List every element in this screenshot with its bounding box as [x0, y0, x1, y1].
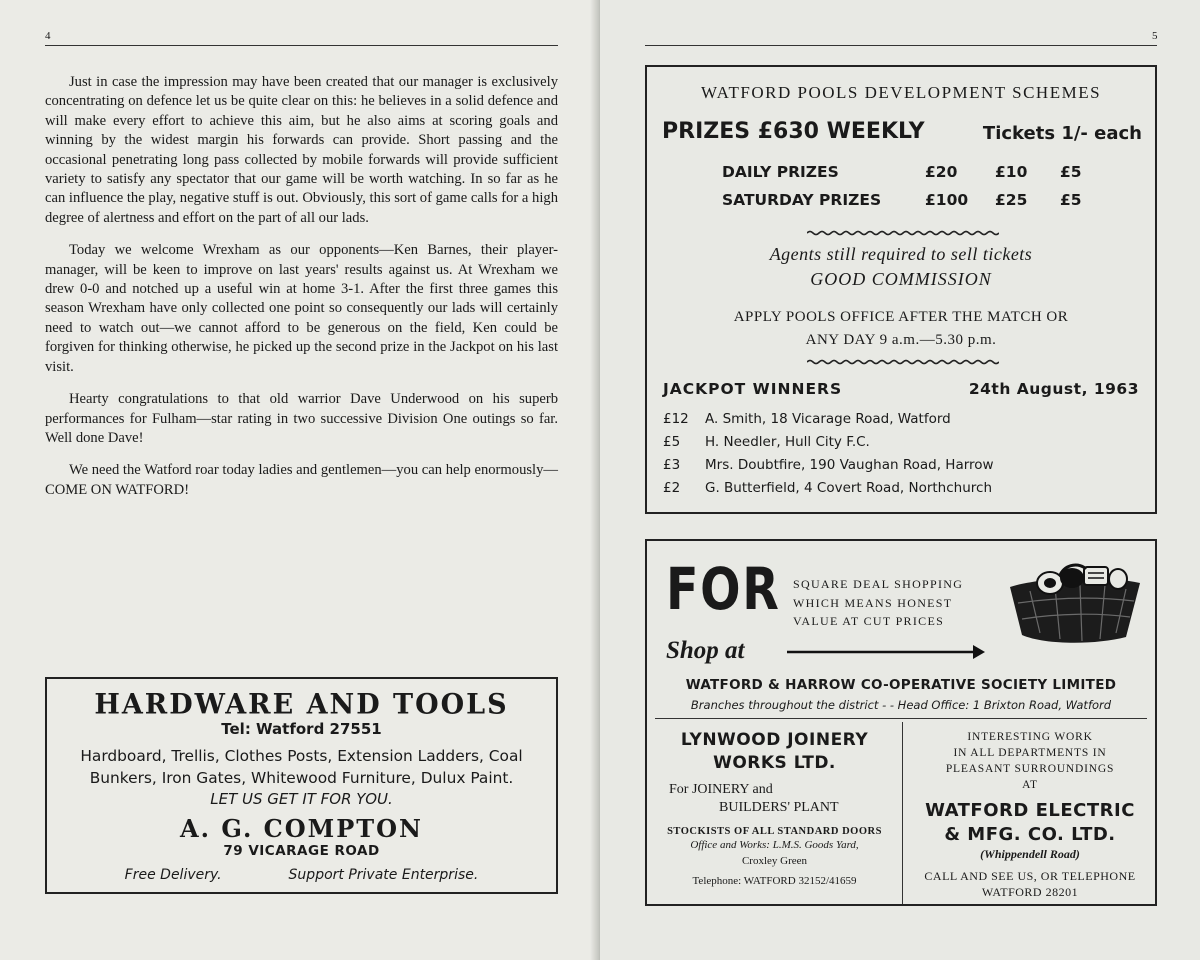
- page-number-right: 5: [1152, 30, 1158, 42]
- winner-amount: £3: [663, 457, 681, 473]
- ticket-price: Tickets 1/- each: [982, 123, 1142, 144]
- electric-call-2: WATFORD 28201: [981, 885, 1079, 899]
- hardware-address: 79 VICARAGE ROAD: [223, 843, 380, 859]
- square-deal-line: SQUARE DEAL SHOPPING: [793, 577, 964, 591]
- page-number-left: 4: [45, 30, 51, 42]
- header-rule-right: [645, 45, 1157, 46]
- winner-amount: £12: [663, 411, 689, 427]
- paragraph-3: Hearty congratulations to that old warrior Dave Underwood on his superb performances for Fulham—star rating in two successive Division One outings so far. Well done Dave!: [45, 391, 558, 446]
- square-deal-line: WHICH MEANS HONEST: [793, 595, 953, 610]
- electric-intro-line: INTERESTING WORK: [967, 731, 1093, 743]
- lynwood-office-2: Croxley Green: [741, 855, 808, 867]
- lynwood-advert: [647, 729, 902, 887]
- free-delivery: Free Delivery.: [124, 867, 222, 883]
- lynwood-stockists: STOCKISTS OF ALL STANDARD DOORS: [667, 826, 882, 837]
- coop-advert: [645, 539, 1157, 906]
- lynwood-name-2: WORKS LTD.: [713, 753, 836, 773]
- shopping-basket-icon: [1000, 563, 1150, 645]
- shop-at-text: Shop at: [666, 637, 745, 664]
- square-deal-line: VALUE AT CUT PRICES: [793, 614, 945, 628]
- hardware-slogan: LET US GET IT FOR YOU.: [210, 790, 393, 808]
- hardware-items: Hardboard, Trellis, Clothes Posts, Extension Ladders, Coal Bunkers, Iron Gates, Whitewood Furniture, Dulux Paint.: [80, 747, 523, 787]
- hardware-footer: [47, 867, 556, 883]
- prize-row-label: SATURDAY PRIZES: [722, 191, 882, 209]
- good-commission: GOOD COMMISSION: [810, 269, 992, 289]
- ad-divider-vertical: [902, 722, 903, 904]
- pools-advert: [645, 65, 1157, 514]
- paragraph-4: We need the Watford roar today ladies and gentlemen—you can help enormously—COME ON WATFORD!: [45, 462, 558, 498]
- private-enterprise: Support Private Enterprise.: [288, 867, 479, 883]
- prize-value: £10: [995, 163, 1028, 181]
- arrow-right-icon: [787, 645, 987, 659]
- right-page: [600, 0, 1200, 960]
- winner-name: G. Butterfield, 4 Covert Road, Northchurch: [705, 480, 992, 496]
- prize-value: £20: [925, 163, 958, 181]
- winner-amount: £2: [663, 480, 681, 496]
- weekly-prizes: PRIZES £630 WEEKLY: [662, 119, 925, 144]
- electric-intro-line: PLEASANT SURROUNDINGS: [945, 763, 1115, 775]
- lynwood-for-1: For JOINERY and: [669, 782, 773, 797]
- for-headline: FOR: [666, 555, 781, 623]
- jackpot-date: 24th August, 1963: [968, 380, 1139, 398]
- prize-value: £100: [925, 191, 969, 209]
- hardware-advert: [45, 677, 558, 894]
- ad-divider-horizontal: [655, 718, 1147, 719]
- electric-name-2: & MFG. CO. LTD.: [944, 824, 1116, 845]
- prize-value: £5: [1060, 191, 1082, 209]
- prize-value: £5: [1060, 163, 1082, 181]
- paragraph-1: Just in case the impression may have been created that our manager is exclusively concentrating on defence let us be quite clear on this: he believes in a solid defence and will make every effort to achieve this aim, but he also aims at scoring goals and winning by the widest margin his forwards can provide. Short passing and the occasional penetrating long pass collected by mobile forwards will provide sufficient variety to satisfy any spectator that our game will be worth watching. In so far as he can influence the play, negative stuff is out. Obviously, this sort of game calls for a high degree of alertness and effort on the part of all our lads.: [45, 74, 558, 226]
- coop-society-name: WATFORD & HARROW CO-OPERATIVE SOCIETY LIMITED: [685, 677, 1117, 693]
- electric-name-1: WATFORD ELECTRIC: [925, 800, 1135, 821]
- coop-branches: Branches throughout the district - - Head Office: 1 Brixton Road, Watford: [690, 698, 1112, 712]
- winner-name: H. Needler, Hull City F.C.: [705, 434, 870, 450]
- jackpot-heading: JACKPOT WINNERS: [663, 380, 843, 398]
- electric-intro-line: AT: [1022, 779, 1038, 791]
- paragraph-2: Today we welcome Wrexham as our opponents—Ken Barnes, their player-manager, will be keen to improve on last years' results against us. At Wrexham we drew 0-0 and notched up a useful win at home 3-1. After the first three games this season Wrexham have only collected one point so consequently our lads will certainly need to watch out—we cannot afford to be generous on the field, Ken could be forgiven for thinking otherwise, he picked up the second prize in the Jackpot on his last visit.: [45, 242, 558, 375]
- article-text: [45, 73, 558, 513]
- lynwood-name-1: LYNWOOD JOINERY: [680, 730, 869, 750]
- lynwood-telephone: Telephone: WATFORD 32152/41659: [692, 875, 857, 887]
- winner-amount: £5: [663, 434, 681, 450]
- prize-value: £25: [995, 191, 1028, 209]
- wavy-divider: [807, 359, 999, 365]
- pools-title: WATFORD POOLS DEVELOPMENT SCHEMES: [700, 83, 1102, 102]
- lynwood-for-2: BUILDERS' PLANT: [719, 800, 839, 815]
- electric-road: (Whippendell Road): [980, 847, 1080, 861]
- apply-line-2: ANY DAY 9 a.m.—5.30 p.m.: [805, 332, 997, 348]
- winner-name: Mrs. Doubtfire, 190 Vaughan Road, Harrow: [705, 457, 994, 473]
- winner-name: A. Smith, 18 Vicarage Road, Watford: [705, 411, 951, 427]
- electric-intro-line: IN ALL DEPARTMENTS IN: [953, 747, 1107, 759]
- agents-wanted: Agents still required to sell tickets: [769, 244, 1033, 264]
- wavy-divider: [807, 230, 999, 236]
- hardware-title: HARDWARE AND TOOLS: [94, 688, 509, 721]
- square-deal-text: [793, 575, 963, 631]
- apply-line-1: APPLY POOLS OFFICE AFTER THE MATCH OR: [733, 309, 1069, 325]
- prize-row-label: DAILY PRIZES: [722, 163, 839, 181]
- electric-call-1: CALL AND SEE US, OR TELEPHONE: [924, 869, 1136, 883]
- hardware-company-name: A. G. COMPTON: [179, 814, 423, 843]
- hardware-tel: Tel: Watford 27551: [221, 720, 382, 738]
- watford-electric-advert: [905, 729, 1155, 900]
- lynwood-office: Office and Works: L.M.S. Goods Yard,: [690, 839, 859, 851]
- header-rule-left: [45, 45, 558, 46]
